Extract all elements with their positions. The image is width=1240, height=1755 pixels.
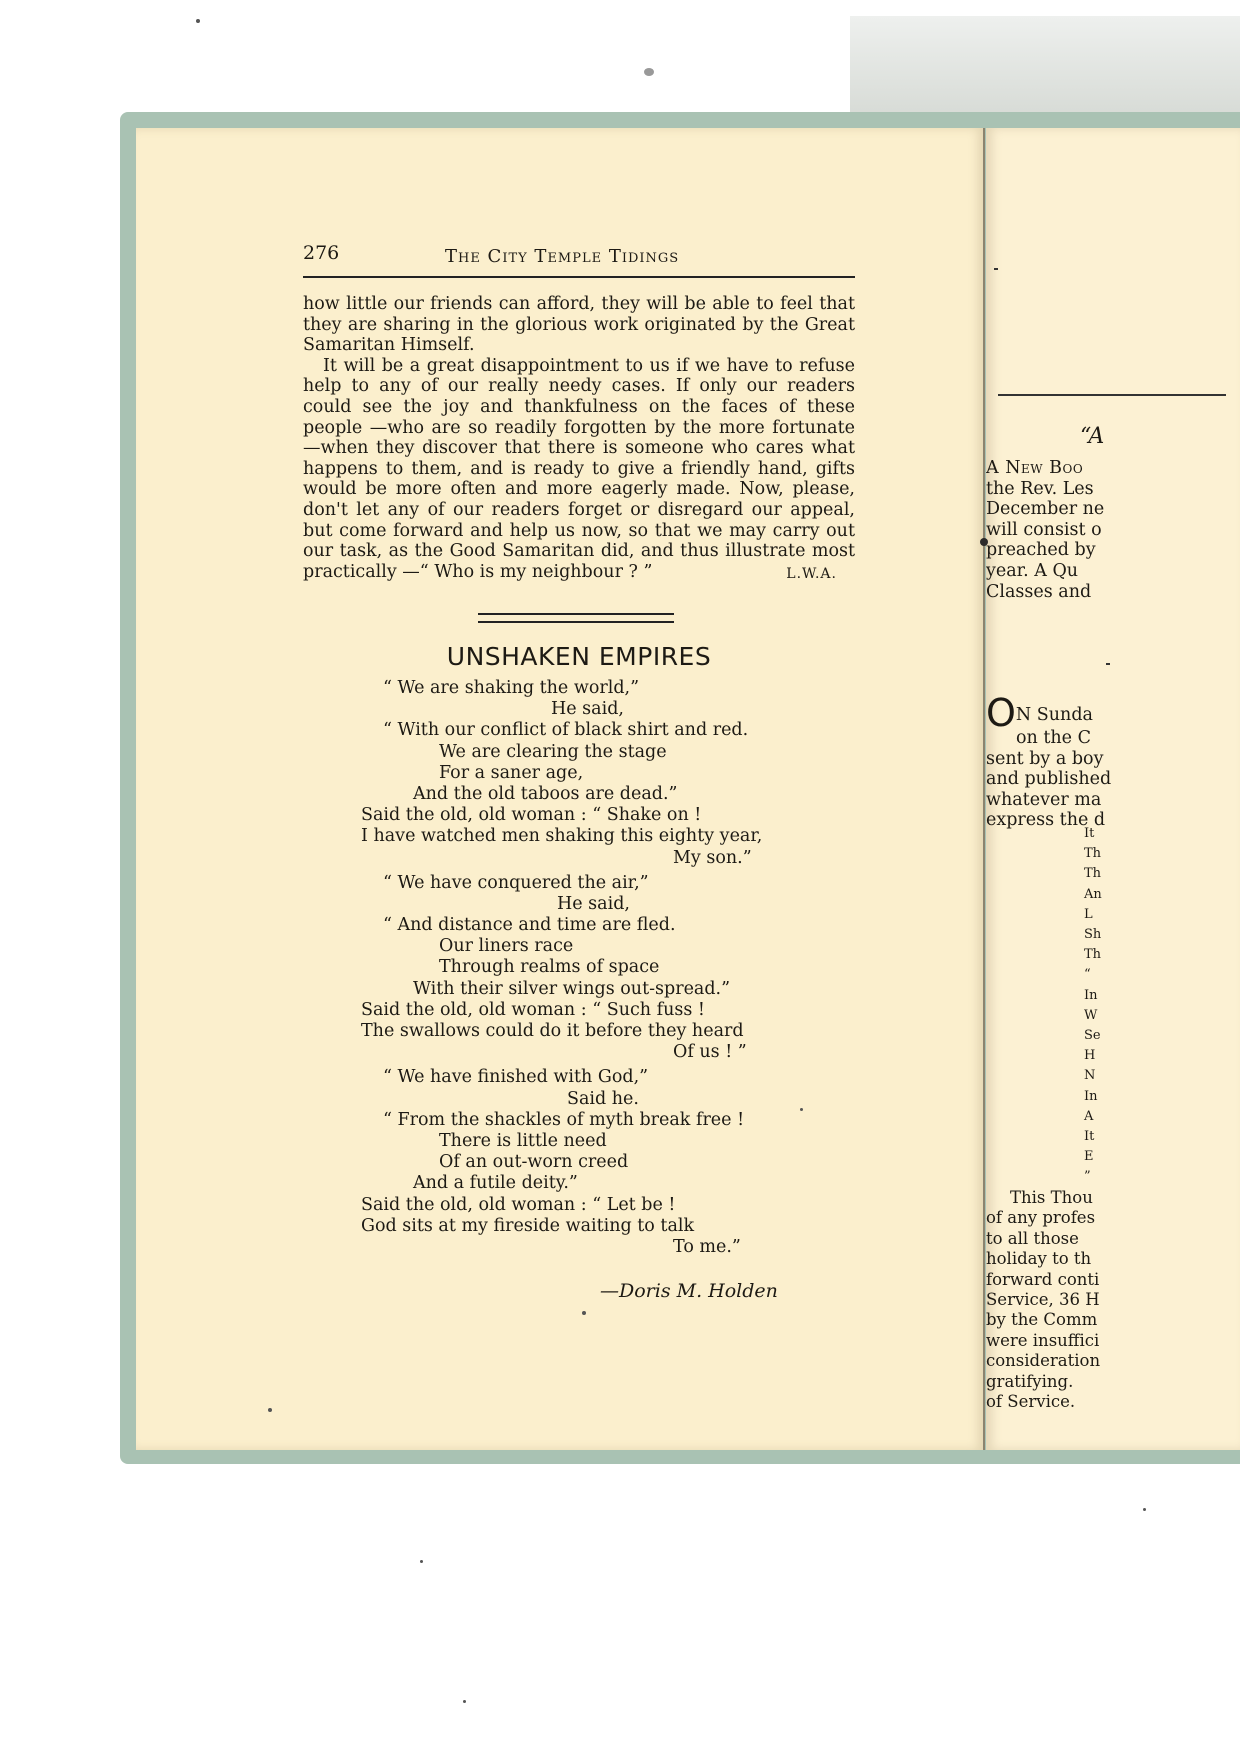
text-line: consideration — [986, 1351, 1101, 1371]
poem-line: Our liners race — [439, 936, 574, 957]
poem-line: We are clearing the stage — [439, 741, 667, 762]
poem-line: For a saner age, — [439, 762, 584, 783]
poem-line: Of us ! ” — [673, 1042, 747, 1063]
text-line: of Service. — [986, 1392, 1076, 1412]
text-line: whatever ma — [986, 789, 1102, 810]
text-line: will consist o — [986, 519, 1102, 540]
dust-speck — [463, 1700, 466, 1703]
text-line: N Sunda — [1015, 705, 1093, 725]
poem-line: He said, — [557, 893, 630, 914]
poem-line: And the old taboos are dead.” — [413, 783, 678, 804]
verse-line: Th — [1084, 846, 1102, 862]
text-line: forward conti — [986, 1269, 1100, 1289]
poem-stanza — [361, 678, 863, 869]
text-line: December ne — [986, 499, 1105, 520]
right-page-content — [986, 128, 1226, 1450]
verse-line: Th — [1084, 947, 1102, 963]
running-title: The City Temple Tidings — [445, 246, 680, 267]
verse-line: It — [1084, 1129, 1095, 1145]
signature: L.W.A. — [786, 565, 837, 582]
text-line: the Rev. Les — [986, 478, 1094, 499]
paragraph — [986, 1188, 1100, 1412]
verse-line: In — [1084, 987, 1098, 1003]
poem-line: My son.” — [673, 847, 752, 868]
verse-line: E — [1084, 1149, 1094, 1165]
verse-line: H — [1084, 1048, 1096, 1064]
poem-line: With their silver wings out-spread.” — [413, 978, 731, 999]
verse-line: In — [1084, 1088, 1098, 1104]
header-rule — [998, 394, 1226, 396]
dust-speck — [420, 1560, 423, 1563]
verse-line: Se — [1084, 1028, 1101, 1044]
poem-line: “ From the shackles of myth break free ! — [383, 1109, 745, 1130]
verse-line: L — [1084, 906, 1093, 922]
text-line: year. A Qu — [986, 560, 1079, 581]
poem-title: UNSHAKEN EMPIRES — [446, 642, 712, 671]
poem-line: “ We are shaking the world,” — [383, 678, 640, 698]
dust-speck — [582, 1311, 586, 1315]
poem-line: Through realms of space — [439, 957, 660, 978]
poem-line: “ We have finished with God,” — [383, 1067, 649, 1088]
poem-line: And a futile deity.” — [413, 1173, 578, 1194]
poem-line: “ We have conquered the air,” — [383, 872, 649, 893]
text-line: sent by a boy — [986, 748, 1104, 769]
poem-stanza — [361, 1067, 863, 1258]
scanner-shadow — [850, 16, 1240, 116]
text-line: express the d — [986, 810, 1106, 831]
verse-line: ” — [1084, 1169, 1091, 1185]
verse-line: A — [1084, 1108, 1094, 1124]
text-line: by the Comm — [986, 1310, 1098, 1330]
text-line: preached by — [986, 540, 1096, 561]
paragraph — [986, 691, 1112, 831]
text-line: on the C — [1016, 728, 1091, 748]
poem-line: God sits at my fireside waiting to talk — [361, 1215, 695, 1236]
text-line: holiday to th — [986, 1249, 1092, 1269]
text-line: of any profes — [986, 1208, 1096, 1228]
dust-speck — [196, 19, 200, 23]
section-divider — [478, 613, 674, 623]
page-header — [303, 240, 855, 278]
dust-speck — [644, 68, 654, 76]
poem-line: Said the old, old woman : “ Let be ! — [361, 1194, 676, 1215]
verse-line: N — [1084, 1068, 1096, 1084]
text-line: to all those — [986, 1228, 1079, 1248]
verse-fragments — [1084, 824, 1102, 1188]
paragraph: It will be a great disappointment to us if we have to refuse help to any of our really needy cases. If only our readers could see the joy and thankfulness on the faces of these people —who are so readily forgotten by the more fortunate—when they discover that there is someone who cares what happens to them, and is ready to give a friendly hand, gifts would be more often and more eagerly made. Now, please, don't let any of our readers forget or disregard our appeal, but come forward and help us now, so that we may carry out our task, as the Good Samaritan did, and thus illustrate most practically —“ Who is my neighbour ? ” L.W.A. — [303, 356, 855, 583]
heading-fragment: “A — [1080, 424, 1105, 449]
text-line: gratifying. — [986, 1371, 1074, 1391]
text-line: were insuffici — [986, 1330, 1100, 1350]
poem-line: There is little need — [439, 1130, 607, 1151]
verse-line: “ — [1084, 967, 1091, 983]
dash-mark — [994, 268, 998, 270]
dash-mark — [1106, 663, 1110, 665]
text-line: Classes and — [986, 581, 1092, 602]
poem-line: Of an out-worn creed — [439, 1152, 629, 1173]
drop-cap: O — [986, 691, 1016, 735]
verse-line: Sh — [1084, 927, 1102, 943]
poem-line: I have watched men shaking this eighty year, — [361, 826, 763, 847]
book-gutter — [983, 128, 985, 1450]
poem-line: He said, — [551, 699, 624, 720]
poem-stanza — [361, 872, 863, 1064]
dust-speck — [1143, 1508, 1146, 1511]
paragraph: how little our friends can afford, they will be able to feel that they are sharing in the glorious work originated by the Great Samaritan Himself. — [303, 294, 855, 356]
text-line: This Thou — [1010, 1188, 1093, 1207]
paragraph — [986, 458, 1104, 602]
text-line: A New Boo — [986, 458, 1084, 478]
text-line: and published — [986, 769, 1112, 790]
verse-line: It — [1084, 826, 1095, 841]
appeal-article — [303, 294, 855, 584]
poem-line: “ And distance and time are fled. — [383, 915, 676, 936]
page-number: 276 — [303, 242, 340, 264]
verse-line: An — [1084, 886, 1102, 902]
poem-line: The swallows could do it before they heard — [361, 1021, 744, 1041]
poem-line: To me.” — [673, 1236, 741, 1257]
poem-line: Said he. — [567, 1088, 639, 1109]
poem — [361, 678, 863, 1262]
text-line: Service, 36 H — [986, 1290, 1100, 1310]
poem-line: “ With our conflict of black shirt and red. — [383, 720, 749, 741]
poem-line: Said the old, old woman : “ Shake on ! — [361, 805, 702, 826]
poem-line: Said the old, old woman : “ Such fuss ! — [361, 999, 705, 1020]
dust-speck — [268, 1408, 272, 1412]
verse-line: Th — [1084, 866, 1102, 882]
poem-author: —Doris M. Holden — [600, 1280, 778, 1302]
verse-line: W — [1084, 1007, 1098, 1023]
